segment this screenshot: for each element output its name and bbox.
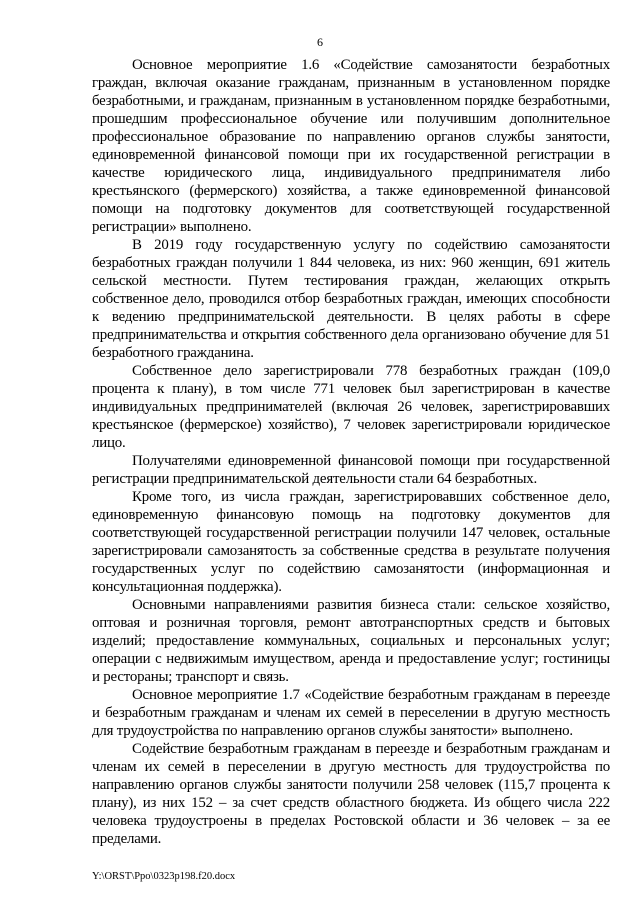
- paragraph: В 2019 году государственную услугу по содействию самозанятости безработных граждан получили 1 844 человека, из них: 960 женщин, 691 житель сельской местности. Путем тестирования граждан, желающих открыть собственное дело, проводился отбор безработных граждан, имеющих способности к ведению предпринимательской деятельности. В целях работы в сфере предпринимательства и открытия собственного дела организовано обучение для 51 безработного гражданина.: [92, 237, 610, 361]
- paragraph: Основными направлениями развития бизнеса стали: сельское хозяйство, оптовая и розничная торговля, ремонт автотранспортных средств и бытовых изделий; предоставление коммунальных, социальных и персональных услуг; операции с недвижимым имуществом, аренда и предоставление услуг; гостиницы и рестораны; транспорт и связь.: [92, 597, 610, 685]
- paragraph: Содействие безработным гражданам в переезде и безработным гражданам и членам их семей в переселении в другую местность для трудоустройства по направлению органов службы занятости получили 258 человек (115,7 процента к плану), из них 152 – за счет средств областного бюджета. Из общего числа 222 человека трудоустроены в пределах Ростовской области и 36 человек – за ее пределами.: [92, 741, 610, 847]
- paragraph: Собственное дело зарегистрировали 778 безработных граждан (109,0 процента к плану), в том числе 771 человек был зарегистрирован в качестве индивидуальных предпринимателей (включая 26 человек, зарегистрировавших крестьянское (фермерское) хозяйство), 7 человек зарегистрировали юридическое лицо.: [92, 363, 610, 451]
- footer-file-path: Y:\ORST\Ppo\0323p198.f20.docx: [92, 871, 236, 882]
- paragraph: Получателями единовременной финансовой помощи при государственной регистрации предпринимательской деятельности стали 64 безработных.: [92, 453, 610, 487]
- paragraph: Кроме того, из числа граждан, зарегистрировавших собственное дело, единовременную финансовую помощь на подготовку документов для соответствующей государственной регистрации получили 147 человек, остальные зарегистрировали самозанятость за собственные средства в результате получения государственных услуг по содействию самозанятости (информационная и консультационная поддержка).: [92, 489, 610, 595]
- paragraph: Основное мероприятие 1.7 «Содействие безработным гражданам в переезде и безработным гражданам и членам их семей в переселении в другую местность для трудоустройства по направлению органов службы занятости» выполнено.: [92, 687, 610, 739]
- page-number: 6: [317, 35, 323, 49]
- document-body: [92, 56, 610, 848]
- paragraph: Основное мероприятие 1.6 «Содействие самозанятости безработных граждан, включая оказание гражданам, признанным в установленном порядке безработными, и гражданам, признанным в установленном порядке безработными, прошедшим профессиональное обучение или получившим дополнительное профессиональное образование по направлению органов службы занятости, единовременной финансовой помощи при их государственной регистрации в качестве юридического лица, индивидуального предпринимателя либо крестьянского (фермерского) хозяйства, а также единовременной финансовой помощи на подготовку документов для соответствующей государственной регистрации» выполнено.: [92, 57, 610, 235]
